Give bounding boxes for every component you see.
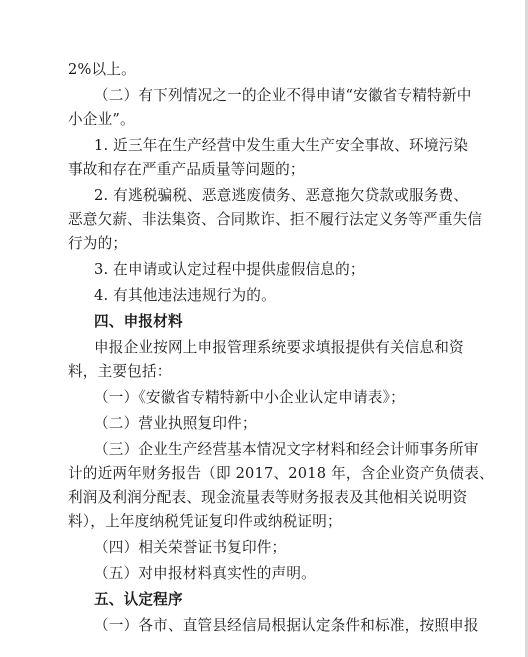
text-line-21: （五）对申报材料真实性的声明。 [94,565,316,582]
text-line-9: 3. 在申请或认定过程中提供虚假信息的； [94,261,365,278]
text-line-3: 小企业”。 [68,111,135,128]
text-line-13: 料，主要包括： [68,363,172,380]
text-line-14: （一）《安徽省专精特新中小企业认定申请表》； [94,389,405,406]
text-line-5: 事故和存在严重产品质量等问题的； [68,161,305,178]
text-line-8: 行为的； [68,235,128,252]
text-line-18: 利润及利润分配表、现金流量表等财务报表及其他相关说明资 [68,489,468,506]
section-heading-5: 五、认定程序 [94,591,183,608]
text-line-23: （一）各市、直管县经信局根据认定条件和标准，按照申报 [94,617,479,634]
text-line-20: （四）相关荣誉证书复印件； [94,539,287,556]
text-line-10: 4. 有其他违法违规行为的。 [94,287,276,304]
text-line-4: 1. 近三年在生产经营中发生重大生产安全事故、环境污染 [94,137,469,154]
text-line-17: 计的近两年财务报告（即 2017、2018 年，含企业资产负债表、 [68,465,494,482]
text-line-16: （三）企业生产经营基本情况文字材料和经会计师事务所审 [94,441,479,458]
text-line-2: （二）有下列情况之一的企业不得申请“安徽省专精特新中 [94,87,472,104]
text-line-12: 申报企业按网上申报管理系统要求填报提供有关信息和资 [94,339,464,356]
text-line-7: 恶意欠薪、非法集资、合同欺诈、拒不履行法定义务等严重失信 [68,211,483,228]
text-line-15: （二）营业执照复印件； [94,415,257,432]
text-line-1: 2%以上。 [68,61,136,78]
section-heading-4: 四、申报材料 [94,313,183,330]
text-line-19: 料），上年度纳税凭证复印件或纳税证明； [68,513,342,530]
text-line-6: 2. 有逃税骗税、恶意逃废债务、恶意拖欠贷款或服务费、 [94,187,469,204]
